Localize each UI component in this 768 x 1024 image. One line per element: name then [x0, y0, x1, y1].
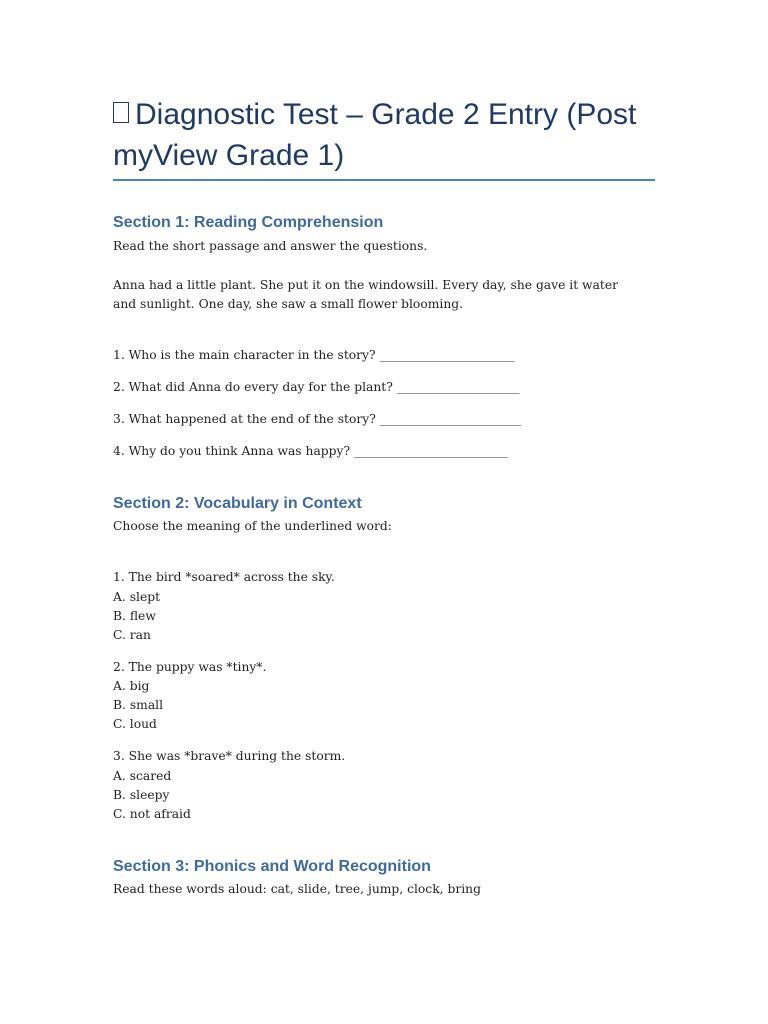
question-1: 1. Who is the main character in the story? ______________________ — [113, 348, 515, 362]
title-divider — [113, 179, 655, 181]
vocab-option: B. sleepy — [113, 788, 170, 802]
section-3-instruction: Read these words aloud: cat, slide, tree, jump, clock, bring — [113, 882, 481, 896]
section-2-instruction: Choose the meaning of the underlined word: — [113, 519, 392, 533]
vocab-option: A. big — [113, 679, 150, 693]
section-1-instruction: Read the short passage and answer the questions. — [113, 239, 428, 253]
vocab-option: C. not afraid — [113, 807, 191, 821]
document-title — [113, 94, 658, 176]
section-2-heading: Section 2: Vocabulary in Context — [113, 495, 362, 512]
question-2: 2. What did Anna do every day for the plant? ____________________ — [113, 380, 520, 394]
document-title-text: Diagnostic Test – Grade 2 Entry (Post myView Grade 1) — [113, 98, 637, 172]
vocab-option: A. slept — [113, 590, 161, 604]
vocab-question-2: 2. The puppy was *tiny*. — [113, 660, 267, 674]
vocab-option: B. flew — [113, 609, 156, 623]
question-4: 4. Why do you think Anna was happy? _________________________ — [113, 444, 508, 458]
section-1-heading: Section 1: Reading Comprehension — [113, 214, 384, 231]
vocab-question-1: 1. The bird *soared* across the sky. — [113, 570, 335, 584]
question-3: 3. What happened at the end of the story? _______________________ — [113, 412, 522, 426]
reading-passage: Anna had a little plant. She put it on the windowsill. Every day, she gave it water and sunlight. One day, she saw a small flower blooming. — [113, 278, 619, 311]
section-3-heading: Section 3: Phonics and Word Recognition — [113, 858, 431, 875]
vocab-option: B. small — [113, 698, 164, 712]
page-icon — [113, 102, 129, 123]
vocab-question-3: 3. She was *brave* during the storm. — [113, 749, 346, 763]
vocab-option: C. loud — [113, 717, 157, 731]
vocab-option: C. ran — [113, 628, 151, 642]
vocab-option: A. scared — [113, 769, 172, 783]
